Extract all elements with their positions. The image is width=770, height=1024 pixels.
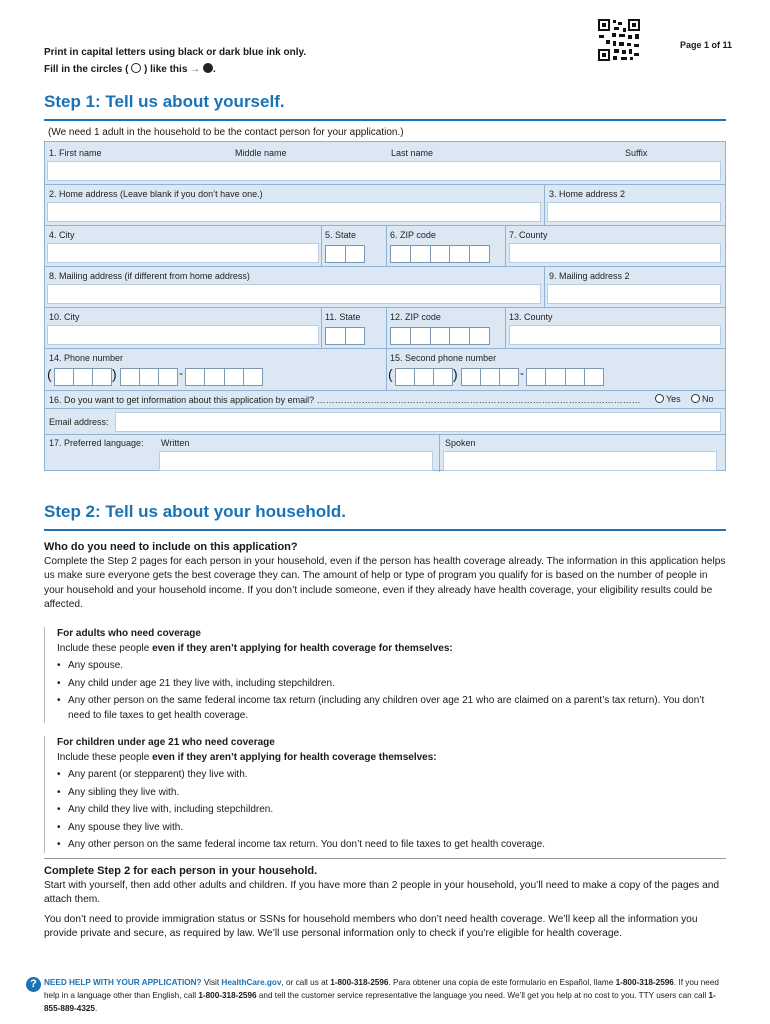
county2-label: 13. County bbox=[509, 312, 553, 322]
need-help-label: NEED HELP WITH YOUR APPLICATION? bbox=[44, 978, 202, 987]
ink-instructions bbox=[44, 44, 306, 78]
last-name-label: Last name bbox=[391, 148, 434, 158]
phone2-area-code-field[interactable] bbox=[395, 368, 453, 386]
footer-text-other-language: . If you need help in a language other than English, call bbox=[44, 978, 719, 1000]
step2-heading bbox=[44, 502, 346, 522]
list-item: • Any child they live with, including stepchildren. bbox=[57, 803, 726, 818]
list-item: • Any sibling they live with. bbox=[57, 786, 726, 801]
city-label: 4. City bbox=[49, 230, 75, 240]
yes-radio-icon[interactable] bbox=[655, 394, 664, 403]
help-icon: ? bbox=[26, 977, 41, 992]
state-field[interactable] bbox=[325, 245, 365, 263]
complete-step2-section bbox=[44, 864, 726, 942]
written-label: Written bbox=[161, 438, 190, 448]
arrow-right-icon: → bbox=[190, 64, 201, 75]
mailing-address-label: 8. Mailing address (if different from home address) bbox=[49, 271, 250, 281]
adults-section bbox=[44, 627, 726, 723]
who-to-include-heading: Who do you need to include on this application? bbox=[44, 541, 298, 553]
healthcare-gov-link[interactable]: HealthCare.gov bbox=[221, 978, 282, 987]
footer-phone-spanish: 1-800-318-2596 bbox=[615, 978, 674, 987]
home-address-field[interactable] bbox=[47, 202, 541, 222]
step2-title: Tell us about your household. bbox=[105, 502, 346, 521]
mailing-address2-label: 9. Mailing address 2 bbox=[549, 271, 630, 281]
home-address2-label: 3. Home address 2 bbox=[549, 189, 626, 199]
list-item: • Any other person on the same federal income tax return. You don’t need to file taxes to get health coverage. bbox=[57, 838, 726, 853]
adults-lead-plain: Include these people bbox=[57, 642, 153, 654]
complete-step2-paragraph-1: Start with yourself, then add other adults and children. If you have more than 2 people in your household, you’ll need to make a copy of the pages and attach them. bbox=[44, 879, 720, 905]
who-to-include-section bbox=[44, 540, 726, 613]
step2-rule bbox=[44, 529, 726, 531]
empty-circle-icon bbox=[131, 63, 141, 73]
fill-instruction-line bbox=[44, 61, 306, 78]
footer-text-visit: Visit bbox=[201, 978, 222, 987]
step1-form: 1. First name Middle name Last name Suffix 2. Home address (Leave blank if you don’t have one.) 3. Home address 2 4. City 5. State 6. ZIP code 7. County 8. Mailing address (if different from home address) 9. Mailing address 2 10. City 11. State 12. ZIP code 13. County 14. Phone number 15. Second phone number ( ) - ( ) - 16. Do you want to get information about this application by email? ……………………………………………………………………………………………… Yes No Email address: 17. Preferred language: Written Spoken bbox=[44, 141, 726, 471]
city2-field[interactable] bbox=[47, 325, 319, 345]
email-address-label: Email address: bbox=[49, 417, 109, 427]
household-intro: Complete the Step 2 pages for each person in your household, even if the person has health coverage already. The information in this application helps us make sure everyone gets the best coverage they can. The amount of help or type of program you qualify for is based on the number of people in your household and your household income. If you don’t include someone, even if they already have health coverage, your eligibility results could be affected. bbox=[44, 555, 726, 610]
phone2-line-field[interactable] bbox=[526, 368, 604, 386]
step1-rule bbox=[44, 119, 726, 121]
step2-number: Step 2: bbox=[44, 502, 101, 521]
phone2-prefix-field[interactable] bbox=[461, 368, 519, 386]
email-address-field[interactable] bbox=[115, 412, 721, 432]
preferred-language-label: 17. Preferred language: bbox=[49, 438, 144, 448]
zip-field[interactable] bbox=[390, 245, 490, 263]
home-address2-field[interactable] bbox=[547, 202, 721, 222]
middle-name-label: Middle name bbox=[235, 148, 287, 158]
adults-list bbox=[57, 659, 726, 723]
home-address-label: 2. Home address (Leave blank if you don’t have one.) bbox=[49, 189, 263, 199]
city2-label: 10. City bbox=[49, 312, 80, 322]
mailing-address-field[interactable] bbox=[47, 284, 541, 304]
fill-instruction-end: . bbox=[212, 64, 216, 75]
adults-heading: For adults who need coverage bbox=[57, 628, 201, 639]
list-item: • Any spouse they live with. bbox=[57, 821, 726, 836]
zip2-label: 12. ZIP code bbox=[390, 312, 441, 322]
yes-label: Yes bbox=[666, 394, 681, 404]
county-field[interactable] bbox=[509, 243, 721, 263]
adults-lead-bold: even if they aren’t applying for health coverage for themselves: bbox=[152, 642, 453, 654]
name-field[interactable] bbox=[47, 161, 721, 181]
footer-text-call: , or call us at bbox=[281, 978, 331, 987]
ink-instruction-line: Print in capital letters using black or dark blue ink only. bbox=[44, 47, 307, 58]
no-radio-icon[interactable] bbox=[691, 394, 700, 403]
phone2-label: 15. Second phone number bbox=[390, 353, 497, 363]
phone-area-code-field[interactable] bbox=[54, 368, 112, 386]
page-number: Page 1 of 11 bbox=[680, 40, 733, 50]
footer-tty-phone: 1-855-889-4325 bbox=[44, 991, 716, 1013]
county2-field[interactable] bbox=[509, 325, 721, 345]
city-field[interactable] bbox=[47, 243, 319, 263]
children-list bbox=[57, 768, 726, 853]
fill-instruction-start: Fill in the circles ( bbox=[44, 64, 129, 75]
divider bbox=[44, 858, 726, 859]
spoken-language-field[interactable] bbox=[443, 451, 717, 471]
footer-text-rest: and tell the customer service representative the language you need. We’ll get you help at no cost to you. TTY users can call bbox=[256, 991, 709, 1000]
list-item: • Any child under age 21 they live with, including stepchildren. bbox=[57, 677, 726, 692]
email-question: 16. Do you want to get information about this application by email? ……………………………………………………………………………………………… bbox=[49, 395, 641, 405]
children-section bbox=[44, 736, 726, 853]
step1-heading bbox=[44, 92, 285, 112]
help-footer bbox=[44, 976, 726, 1015]
email-yes-option[interactable] bbox=[655, 394, 681, 404]
complete-step2-heading: Complete Step 2 for each person in your household. bbox=[44, 865, 318, 877]
mailing-address2-field[interactable] bbox=[547, 284, 721, 304]
email-no-option[interactable] bbox=[691, 394, 714, 404]
no-label: No bbox=[702, 394, 714, 404]
zip2-field[interactable] bbox=[390, 327, 490, 345]
zip-label: 6. ZIP code bbox=[390, 230, 436, 240]
state-label: 5. State bbox=[325, 230, 357, 240]
spoken-label: Spoken bbox=[445, 438, 476, 448]
written-language-field[interactable] bbox=[159, 451, 433, 471]
list-item: • Any other person on the same federal income tax return (including any children over age 21 who are claimed on a parent’s tax return). You don’t need to file taxes to get health coverage. bbox=[57, 694, 726, 723]
phone-prefix-field[interactable] bbox=[120, 368, 178, 386]
state2-field[interactable] bbox=[325, 327, 365, 345]
list-item: • Any parent (or stepparent) they live with. bbox=[57, 768, 726, 783]
adults-lead bbox=[57, 642, 726, 657]
phone-line-field[interactable] bbox=[185, 368, 263, 386]
step1-number: Step 1: bbox=[44, 92, 101, 111]
list-item: • Any spouse. bbox=[57, 659, 726, 674]
suffix-label: Suffix bbox=[625, 148, 648, 158]
phone-label: 14. Phone number bbox=[49, 353, 124, 363]
county-label: 7. County bbox=[509, 230, 548, 240]
footer-text-end: . bbox=[95, 1004, 98, 1013]
state2-label: 11. State bbox=[325, 312, 361, 322]
fill-instruction-middle: ) like this bbox=[144, 64, 188, 75]
footer-text-spanish: . Para obtener una copia de este formulario en Español, llame bbox=[388, 978, 616, 987]
first-name-label: 1. First name bbox=[49, 148, 102, 158]
complete-step2-paragraph-2: You don’t need to provide immigration status or SSNs for household members who don’t need health coverage. We’ll keep all the information you provide private and secure, as required by law. We’ll use personal information only to check if you’re eligible for health coverage. bbox=[44, 913, 698, 939]
qr-code-icon bbox=[597, 18, 641, 62]
children-lead bbox=[57, 751, 726, 766]
footer-phone-language: 1-800-318-2596 bbox=[198, 991, 257, 1000]
children-heading: For children under age 21 who need coverage bbox=[57, 737, 275, 748]
children-lead-bold: even if they aren’t applying for health coverage themselves: bbox=[152, 751, 437, 763]
step1-note: (We need 1 adult in the household to be the contact person for your application.) bbox=[48, 127, 404, 138]
children-lead-plain: Include these people bbox=[57, 751, 153, 763]
filled-circle-icon bbox=[203, 63, 213, 73]
step1-title: Tell us about yourself. bbox=[105, 92, 285, 111]
footer-phone: 1-800-318-2596 bbox=[330, 978, 389, 987]
